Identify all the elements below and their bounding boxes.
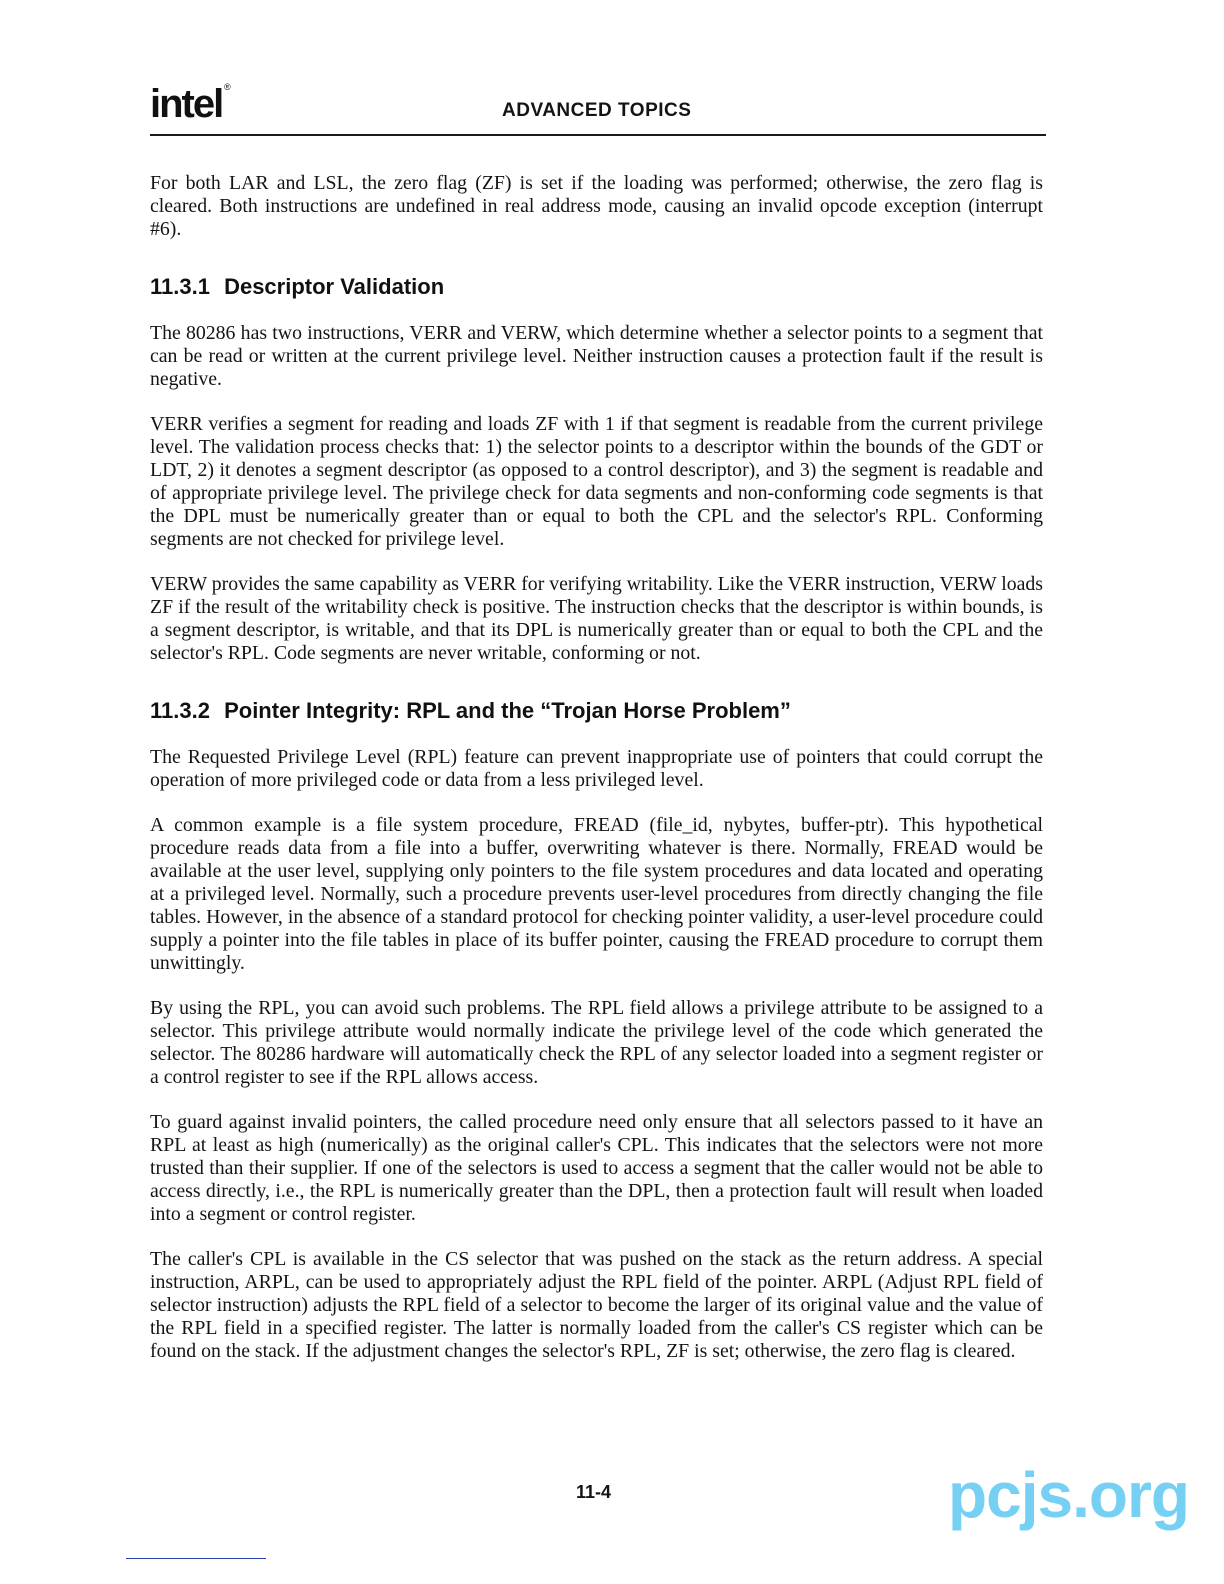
section-number: 11.3.1	[150, 274, 210, 299]
body-paragraph: The 80286 has two instructions, VERR and VERW, which determine whether a selector points to a segment that can be read or written at the current privilege level. Neither instruction causes a protection fault if the result is negative.	[150, 322, 1043, 390]
body-paragraph: By using the RPL, you can avoid such problems. The RPL field allows a privilege attribute to be assigned to a selector. This privilege attribute would normally indicate the privilege level of the code which generated the selector. The 80286 hardware will automatically check the RPL of any selector loaded into a segment register or a control register to see if the RPL allows access.	[150, 997, 1043, 1088]
body-paragraph: VERR verifies a segment for reading and loads ZF with 1 if that segment is readable from the current privilege level. The validation process checks that: 1) the selector points to a descriptor within the bounds of the GDT or LDT, 2) it denotes a segment descriptor (as opposed to a control descriptor), and 3) the segment is readable and of appropriate privilege level. The privilege check for data segments and non-conforming code segments is that the DPL must be numerically greater than or equal to both the CPL and the selector's RPL. Conforming segments are not checked for privilege level.	[150, 413, 1043, 550]
body-paragraph: The caller's CPL is available in the CS selector that was pushed on the stack as the return address. A special instruction, ARPL, can be used to appropriately adjust the RPL field of the pointer. ARPL (Adjust RPL field of selector instruction) adjusts the RPL field of a selector to become the larger of its original value and the value of the RPL field in a specified register. The latter is normally loaded from the caller's CS register which can be found on the stack. If the adjustment changes the selector's RPL, ZF is set; otherwise, the zero flag is cleared.	[150, 1248, 1043, 1362]
running-header-title: ADVANCED TOPICS	[502, 100, 692, 121]
page-body	[150, 172, 1043, 1385]
pcjs-watermark: pcjs.org	[948, 1459, 1189, 1531]
page-number: 11-4	[576, 1482, 612, 1502]
section-heading-11-3-1	[150, 274, 1043, 300]
section-heading-11-3-2	[150, 698, 1043, 724]
body-paragraph: VERW provides the same capability as VERR for verifying writability. Like the VERR instruction, VERW loads ZF if the result of the writability check is positive. The instruction checks that the descriptor is within bounds, is a segment descriptor, is writable, and that its DPL is numerically greater than or equal to both the CPL and the selector's RPL. Code segments are never writable, conforming or not.	[150, 573, 1043, 664]
bottom-divider	[126, 1558, 266, 1559]
section-title: Descriptor Validation	[224, 274, 445, 299]
intel-logo: intel	[150, 82, 223, 126]
intro-paragraph: For both LAR and LSL, the zero flag (ZF) is set if the loading was performed; otherwise, the zero flag is cleared. Both instructions are undefined in real address mode, causing an invalid opcode exception (interrupt #6).	[150, 172, 1043, 240]
page-header	[150, 78, 1046, 136]
body-paragraph: A common example is a file system procedure, FREAD (file_id, nybytes, buffer-ptr). This hypothetical procedure reads data from a file into a buffer, overwriting whatever is there. Normally, FREAD would be available at the user level, supplying only pointers to the file system procedures and data located and operating at a privileged level. Normally, such a procedure prevents user-level procedures from directly changing the file tables. However, in the absence of a standard protocol for checking pointer validity, a user-level procedure could supply a pointer into the file tables in place of its buffer pointer, causing the FREAD procedure to corrupt them unwittingly.	[150, 814, 1043, 974]
section-title: Pointer Integrity: RPL and the “Trojan Horse Problem”	[224, 698, 791, 723]
section-number: 11.3.2	[150, 698, 210, 723]
body-paragraph: The Requested Privilege Level (RPL) feature can prevent inappropriate use of pointers that could corrupt the operation of more privileged code or data from a less privileged level.	[150, 746, 1043, 791]
body-paragraph: To guard against invalid pointers, the called procedure need only ensure that all selectors passed to it have an RPL at least as high (numerically) as the original caller's CPL. This indicates that the selectors were not more trusted than their supplier. If one of the selectors is used to access a segment that the caller would not be able to access directly, i.e., the RPL is numerically greater than the DPL, then a protection fault will result when loaded into a segment or control register.	[150, 1111, 1043, 1225]
registered-mark: ®	[224, 82, 231, 92]
